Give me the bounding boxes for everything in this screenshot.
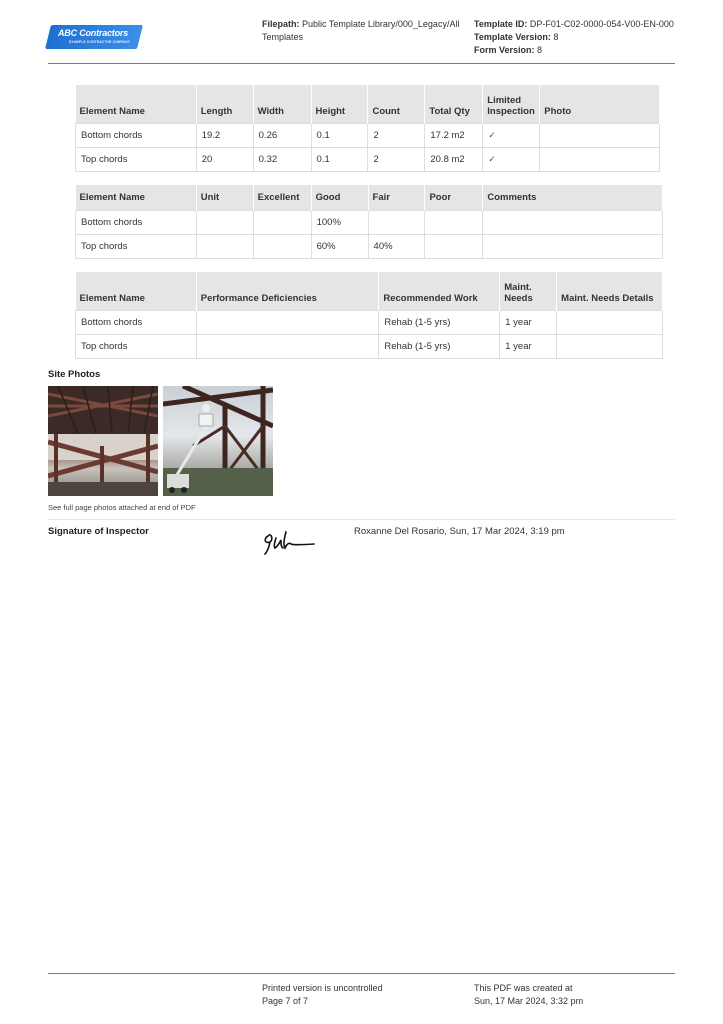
table-cell: 0.32 bbox=[253, 147, 311, 171]
dimensions-table bbox=[75, 85, 660, 172]
table-row bbox=[76, 334, 663, 358]
check-icon: ✓ bbox=[483, 147, 540, 171]
filepath-value: Public Template Library/000_Legacy/All Templates bbox=[262, 19, 460, 42]
table-cell: Top chords bbox=[76, 234, 197, 258]
table-row bbox=[76, 123, 660, 147]
site-photos-title: Site Photos bbox=[48, 369, 101, 380]
table-cell bbox=[368, 210, 425, 234]
company-logo bbox=[48, 25, 140, 49]
column-header: Comments bbox=[483, 185, 663, 210]
column-header: Element Name bbox=[76, 85, 197, 123]
template-id-value: DP-F01-C02-0000-054-V00-EN-000 bbox=[529, 19, 674, 29]
template-version-line bbox=[474, 31, 684, 44]
column-header: Photo bbox=[540, 85, 660, 123]
table-cell bbox=[557, 334, 663, 358]
column-header: Length bbox=[196, 85, 253, 123]
logo-subtitle: EXAMPLE CONTRACTOR COMPANY bbox=[69, 40, 131, 44]
table-cell bbox=[540, 123, 660, 147]
maintenance-table bbox=[75, 272, 663, 359]
template-version-label: Template Version: bbox=[474, 32, 551, 42]
table-cell: Bottom chords bbox=[76, 210, 197, 234]
table-cell: 100% bbox=[311, 210, 368, 234]
column-header: Element Name bbox=[76, 185, 197, 210]
table-cell bbox=[253, 210, 311, 234]
table-row bbox=[76, 210, 663, 234]
table-cell: Rehab (1-5 yrs) bbox=[379, 310, 500, 334]
table-row bbox=[76, 147, 660, 171]
table-cell bbox=[483, 234, 663, 258]
column-header: Count bbox=[368, 85, 425, 123]
site-photo-bridge-underside[interactable] bbox=[48, 386, 158, 496]
form-version-line bbox=[474, 44, 684, 57]
table-cell: 17.2 m2 bbox=[425, 123, 483, 147]
table-cell: 0.1 bbox=[311, 123, 368, 147]
table-cell: Rehab (1-5 yrs) bbox=[379, 334, 500, 358]
header-divider bbox=[48, 63, 675, 64]
check-icon: ✓ bbox=[483, 123, 540, 147]
table-row bbox=[76, 234, 663, 258]
table-cell: 20 bbox=[196, 147, 253, 171]
table-cell bbox=[196, 310, 379, 334]
page-number: Page 7 of 7 bbox=[262, 996, 309, 1006]
template-meta-block bbox=[474, 18, 684, 57]
table-cell: 2 bbox=[368, 147, 425, 171]
column-header: Total Qty bbox=[425, 85, 483, 123]
created-label: This PDF was created at bbox=[474, 983, 573, 993]
signature-divider bbox=[48, 519, 675, 520]
column-header: Unit bbox=[196, 185, 253, 210]
footer-left bbox=[262, 982, 383, 1008]
table-cell bbox=[425, 234, 483, 258]
site-photo-lift-inspection[interactable] bbox=[163, 386, 273, 496]
column-header: Good bbox=[311, 185, 368, 210]
column-header: Poor bbox=[425, 185, 483, 210]
filepath-block bbox=[262, 18, 462, 44]
column-header: Fair bbox=[368, 185, 425, 210]
column-header: Recommended Work bbox=[379, 272, 500, 310]
table-cell: 0.1 bbox=[311, 147, 368, 171]
created-timestamp: Sun, 17 Mar 2024, 3:32 pm bbox=[474, 996, 584, 1006]
column-header: Maint. Needs bbox=[500, 272, 557, 310]
table-cell: 19.2 bbox=[196, 123, 253, 147]
column-header: Performance Deficiencies bbox=[196, 272, 379, 310]
table-cell: 1 year bbox=[500, 310, 557, 334]
table-cell: 20.8 m2 bbox=[425, 147, 483, 171]
column-header: Element Name bbox=[76, 272, 197, 310]
template-version-value: 8 bbox=[553, 32, 559, 42]
handwritten-signature bbox=[262, 528, 318, 556]
table-cell bbox=[540, 147, 660, 171]
column-header: Width bbox=[253, 85, 311, 123]
template-id-label: Template ID: bbox=[474, 19, 528, 29]
table-cell: Bottom chords bbox=[76, 310, 197, 334]
lift-inspection-image bbox=[163, 386, 273, 496]
table-cell bbox=[196, 334, 379, 358]
table-cell bbox=[253, 234, 311, 258]
footer-right bbox=[474, 982, 583, 1008]
table-cell bbox=[425, 210, 483, 234]
table-cell: Top chords bbox=[76, 334, 197, 358]
table-row bbox=[76, 310, 663, 334]
signature-meta: Roxanne Del Rosario, Sun, 17 Mar 2024, 3:19 pm bbox=[354, 526, 565, 537]
table-cell bbox=[557, 310, 663, 334]
column-header: Limited Inspection bbox=[483, 85, 540, 123]
condition-table bbox=[75, 185, 663, 259]
template-id-line bbox=[474, 18, 684, 31]
table-cell bbox=[196, 234, 253, 258]
footer-divider bbox=[48, 973, 675, 974]
column-header: Excellent bbox=[253, 185, 311, 210]
table-header-row bbox=[76, 85, 660, 123]
table-cell: 1 year bbox=[500, 334, 557, 358]
table-cell: 0.26 bbox=[253, 123, 311, 147]
table-cell: 40% bbox=[368, 234, 425, 258]
table-cell: 60% bbox=[311, 234, 368, 258]
table-cell: Top chords bbox=[76, 147, 197, 171]
column-header: Height bbox=[311, 85, 368, 123]
form-version-label: Form Version: bbox=[474, 45, 535, 55]
bridge-underside-image bbox=[48, 386, 158, 496]
logo-title: ABC Contractors bbox=[58, 28, 129, 38]
uncontrolled-notice: Printed version is uncontrolled bbox=[262, 983, 383, 993]
photo-attachment-note: See full page photos attached at end of PDF bbox=[48, 503, 196, 512]
signature-label: Signature of Inspector bbox=[48, 526, 149, 537]
table-cell bbox=[196, 210, 253, 234]
table-cell bbox=[483, 210, 663, 234]
table-cell: 2 bbox=[368, 123, 425, 147]
column-header: Maint. Needs Details bbox=[557, 272, 663, 310]
table-cell: Bottom chords bbox=[76, 123, 197, 147]
table-header-row bbox=[76, 185, 663, 210]
form-version-value: 8 bbox=[537, 45, 543, 55]
table-header-row bbox=[76, 272, 663, 310]
filepath-label: Filepath: bbox=[262, 19, 300, 29]
